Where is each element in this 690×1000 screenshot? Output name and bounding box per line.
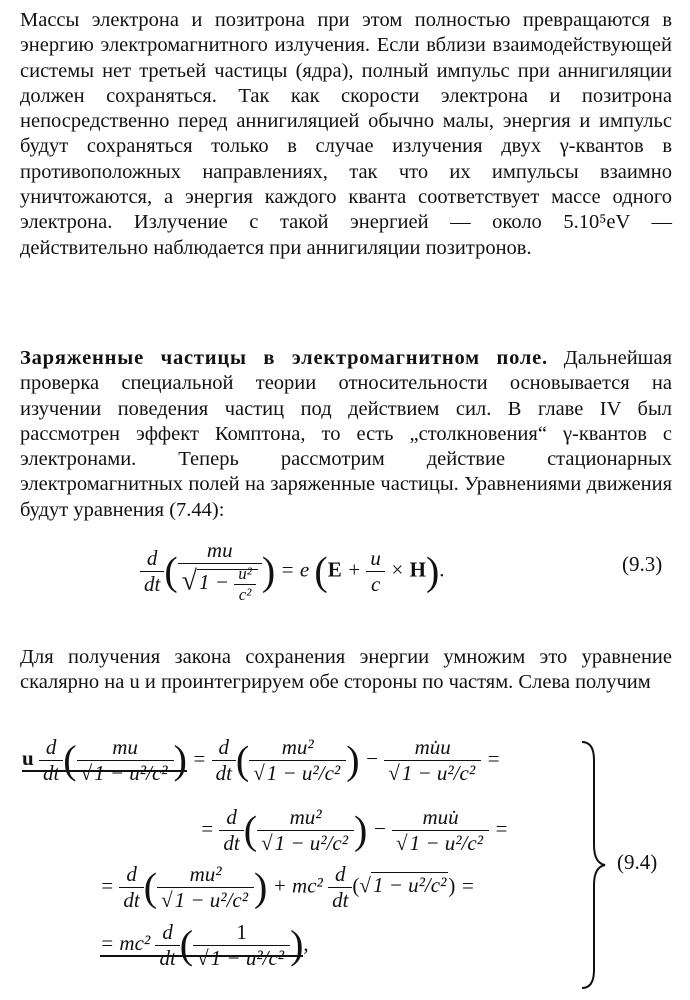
brace-icon <box>578 740 608 990</box>
paragraph-annihilation: Массы электрона и позитрона при этом полностью превращаются в энергию электромагнитного излучения. Если вблизи взаимодействующей системы нет третьей частицы (ядра), полный импульс при аннигиляции должен сохраняться. Так как скорости электрона и позитрона непосредственно перед аннигиляцией обычно малы, энергия и импульс будут сохраняться только в случае излучения двух γ-квантов в противоположных направлениях, так что их импульсы взаимно уничтожаются, а энергия каждого кванта соответствует массе одного электрона. Излучение с такой энергией — около 5.10⁵eV — действительно наблюдается при аннигиляции позитронов. <box>20 9 672 259</box>
paragraph-relativity: Дальнейшая проверка специальной теории относительности основывается на изучении поведения частиц под действием сил. В главе IV был рассмотрен эффект Комптона, то есть „столкновения“ γ-квантов с электронами. Теперь рассмотрим действие стационарных электромагнитных полей на заряженные частицы. Уравнениями движения будут уравнения (7.44): <box>20 347 672 521</box>
equation-9-4-line-2: = $\frac{d}{dt}$ ( $\frac{\text{mu²}}{\text{√1 − u²/c²}}$ ) − $\frac{\text{muu̇}}{\text{√1 − u²/c²}}$ = <box>200 805 509 855</box>
equation-9-4-line-1: u $\frac{d}{dt}$ ( $\frac{mu}{\text{√1 − u²/c²}}$ ) = $\frac{d}{dt}$ ( $\frac{\text{mu²}}{\text{√1 − u²/c²}}$ ) − $\frac{mu̇u}{\text{√1 − u²/c²}}$ = <box>22 735 501 785</box>
section-heading: Заряженные частицы в электромагнитном поле. <box>20 347 548 369</box>
equation-9-4-label: (9.4) <box>617 850 658 874</box>
equation-9-3: $\frac{d}{dt}$ ( mu √1 − $\frac{\text{u²}}{\text{c²}}$ ) = e (E + $\frac{u}{c}$ × H). <box>140 538 445 605</box>
equation-9-4-line-3: = $\frac{d}{dt}$ ( $\frac{\text{mu²}}{\text{√1 − u²/c²}}$ ) + mc² $\frac{d}{dt}$ (√1 − u²/c²) = <box>100 862 475 912</box>
equation-9-4-line-4: = mc² $\frac{d}{dt}$ ( $\frac{1}{\text{√1 − u²/c²}}$ ), <box>100 920 309 970</box>
equation-9-3-label: (9.3) <box>622 552 663 576</box>
section-paragraph <box>20 346 672 523</box>
paragraph-conservation: Для получения закона сохранения энергии умножим это уравнение скалярно на u и проинтегрируем обе стороны по частям. Слева получим <box>20 646 672 694</box>
